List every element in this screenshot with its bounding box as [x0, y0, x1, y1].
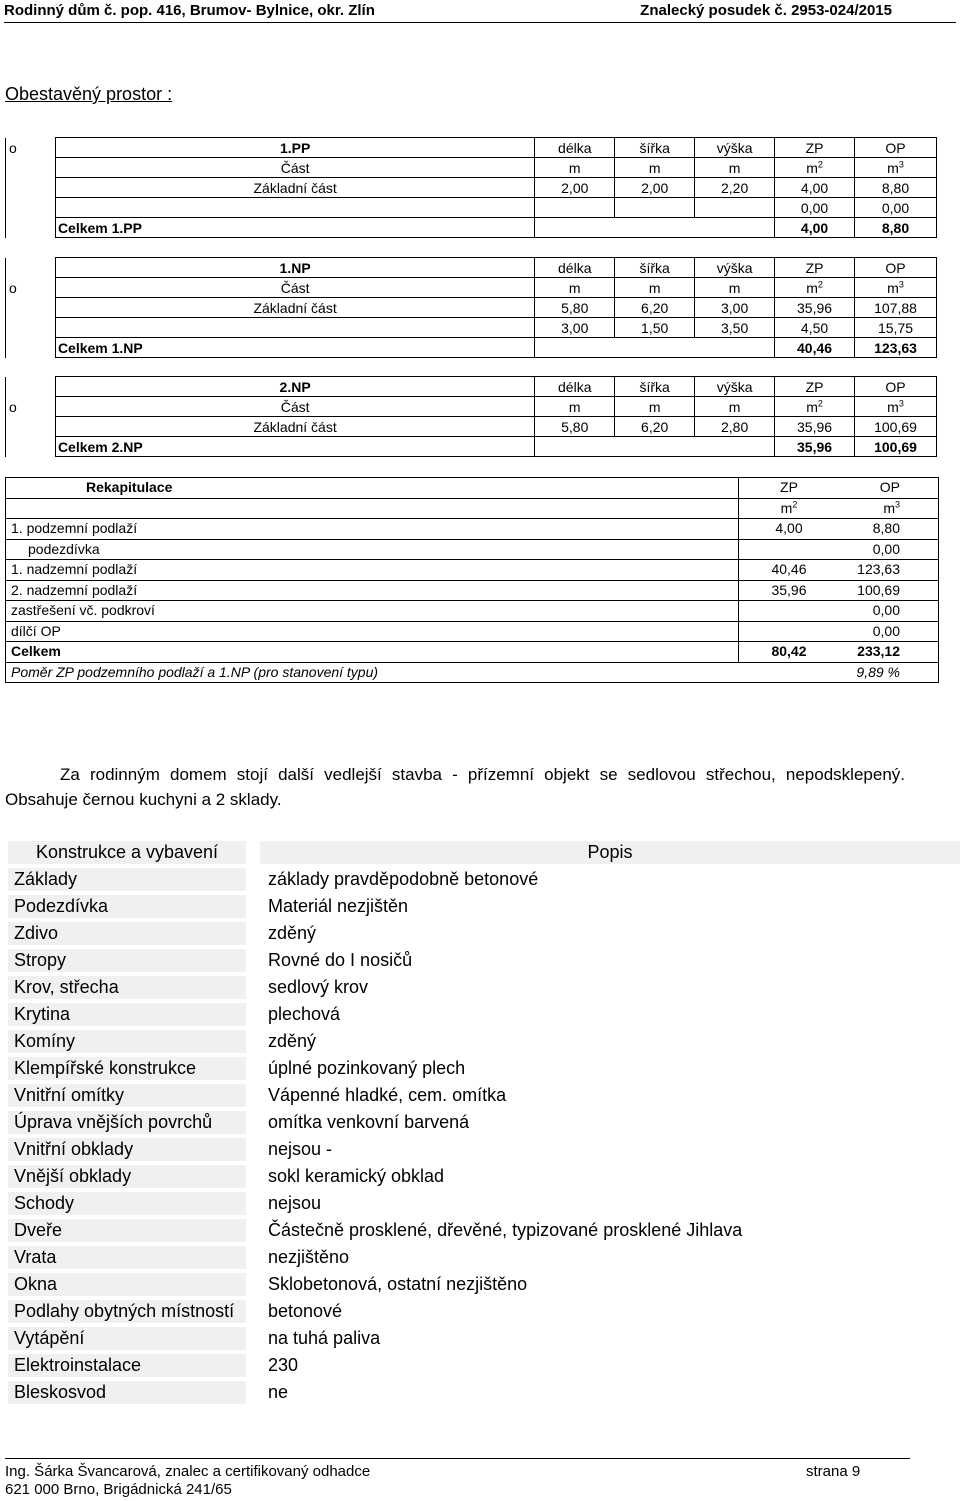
- construction-row: [8, 1273, 960, 1296]
- value-cell: 3,00: [535, 318, 615, 338]
- construction-value: nezjištěno: [268, 1247, 350, 1267]
- floor-marker: [6, 178, 56, 198]
- recap-row: [6, 519, 938, 540]
- floor-marker: o: [6, 278, 56, 298]
- unit-superscript: 3: [898, 397, 904, 408]
- construction-value: ne: [268, 1382, 289, 1402]
- construction-key: Krov, střecha: [8, 976, 246, 999]
- construction-value: plechová: [268, 1004, 341, 1024]
- value-cell: 6,20: [615, 417, 695, 437]
- total-zp: 35,96: [775, 437, 855, 457]
- col-header: ZP: [775, 138, 855, 158]
- recap-op: 9,89 %: [856, 663, 900, 680]
- recap-op: 123,63: [857, 561, 900, 577]
- construction-row: [8, 1192, 960, 1215]
- part-label: Část: [55, 397, 534, 417]
- construction-value: zděný: [268, 923, 317, 943]
- recap-label: Poměr ZP podzemního podlaží a 1.NP (pro stanovení typu): [11, 663, 379, 680]
- construction-row: [8, 1354, 960, 1377]
- recap-label: 1. nadzemní podlaží: [11, 561, 138, 577]
- value-cell: 0,00: [775, 198, 855, 218]
- footer-address: 621 000 Brno, Brigádnická 241/65: [5, 1481, 232, 1498]
- header-left: Rodinný dům č. pop. 416, Brumov- Bylnice, okr. Zlín: [4, 2, 375, 19]
- recap-label: 1. podzemní podlaží: [11, 520, 138, 536]
- construction-table: [8, 841, 960, 1408]
- construction-key: Vnější obklady: [8, 1165, 246, 1188]
- recap-label: zastřešení vč. podkroví: [11, 602, 155, 618]
- value-cell: 8,80: [855, 178, 937, 198]
- floor-marker: [6, 158, 56, 178]
- floor-name: 1.PP: [55, 138, 534, 158]
- value-cell: 4,50: [775, 318, 855, 338]
- floor-marker: [6, 377, 56, 397]
- construction-value: omítka venkovní barvená: [268, 1112, 470, 1132]
- footer-rule: [5, 1458, 910, 1459]
- col-header: ZP: [775, 377, 855, 397]
- row-label: Základní část: [55, 298, 534, 318]
- recap-zp: [738, 663, 838, 683]
- recap-zp: $m^2$: [738, 499, 839, 519]
- footer-page-number: strana 9: [806, 1463, 861, 1480]
- recap-table: [5, 477, 939, 683]
- construction-key: Vytápění: [8, 1327, 246, 1350]
- construction-row: [8, 1030, 960, 1053]
- total-op: 123,63: [855, 338, 937, 358]
- floor-marker: o: [6, 138, 56, 158]
- construction-row: [8, 868, 960, 891]
- unit-cell: m: [615, 397, 695, 417]
- construction-key: Stropy: [8, 949, 246, 972]
- floor-marker: [6, 417, 56, 437]
- total-blank: [535, 338, 775, 358]
- unit-superscript: 3: [898, 278, 904, 289]
- total-zp: 40,46: [775, 338, 855, 358]
- value-cell: 2,80: [695, 417, 775, 437]
- construction-row: [8, 1165, 960, 1188]
- construction-row: [8, 949, 960, 972]
- row-label: Základní část: [55, 417, 534, 437]
- construction-header: [8, 841, 960, 864]
- recap-row: [6, 622, 938, 643]
- value-cell: 100,69: [855, 417, 937, 437]
- page-header: [4, 0, 956, 23]
- unit-cell: m: [615, 278, 695, 298]
- floor-table-1pp: [5, 137, 937, 238]
- construction-value: zděný: [268, 1031, 317, 1051]
- unit-cell: m: [535, 158, 615, 178]
- value-cell: 2,00: [535, 178, 615, 198]
- value-cell: 15,75: [855, 318, 937, 338]
- recap-zp: 80,42: [738, 642, 839, 662]
- construction-key: Schody: [8, 1192, 246, 1215]
- unit-superscript: 2: [792, 498, 798, 509]
- construction-value: Sklobetonová, ostatní nezjištěno: [268, 1274, 528, 1294]
- construction-key: Podlahy obytných místností: [8, 1300, 246, 1323]
- floor-marker: [6, 218, 56, 238]
- col-header: výška: [695, 377, 775, 397]
- floor-name: 2.NP: [55, 377, 534, 397]
- construction-key: Klempířské konstrukce: [8, 1057, 246, 1080]
- row-label: Základní část: [55, 178, 534, 198]
- construction-key: Bleskosvod: [8, 1381, 246, 1404]
- total-blank: [535, 437, 775, 457]
- col-header: OP: [855, 258, 937, 278]
- floor-marker: [6, 258, 56, 278]
- construction-value: Částečně prosklené, dřevěné, typizované prosklené Jihlava: [268, 1220, 743, 1240]
- unit-superscript: 2: [817, 278, 823, 289]
- construction-value: sedlový krov: [268, 977, 369, 997]
- total-blank: [535, 218, 775, 238]
- unit-cell: m: [695, 278, 775, 298]
- construction-row: [8, 1111, 960, 1134]
- recap-op: 8,80: [872, 520, 900, 536]
- unit-cell: $m^3$: [855, 158, 937, 178]
- value-cell: 0,00: [855, 198, 937, 218]
- recap-label: podezdívka: [28, 540, 100, 557]
- value-cell: 2,00: [615, 178, 695, 198]
- value-cell: 2,20: [695, 178, 775, 198]
- value-cell: 3,00: [695, 298, 775, 318]
- total-zp: 4,00: [775, 218, 855, 238]
- row-label: [55, 318, 534, 338]
- recap-ratio: [6, 663, 938, 683]
- construction-key: Komíny: [8, 1030, 246, 1053]
- construction-value: základy pravděpodobně betonové: [268, 869, 539, 889]
- header-right: Znalecký posudek č. 2953-024/2015: [640, 2, 892, 19]
- construction-value: na tuhá paliva: [268, 1328, 381, 1348]
- unit-cell: m: [615, 158, 695, 178]
- floor-marker: [6, 318, 56, 338]
- construction-key: Podezdívka: [8, 895, 246, 918]
- construction-header-value: Popis: [260, 841, 960, 864]
- value-cell: [535, 198, 615, 218]
- value-cell: [615, 198, 695, 218]
- construction-value: sokl keramický obklad: [268, 1166, 445, 1186]
- construction-key: Zdivo: [8, 922, 246, 945]
- construction-value: úplné pozinkovaný plech: [268, 1058, 466, 1078]
- col-header: OP: [855, 377, 937, 397]
- unit-cell: $m^3$: [855, 397, 937, 417]
- value-cell: 4,00: [775, 178, 855, 198]
- col-header: šířka: [615, 138, 695, 158]
- footer-author: Ing. Šárka Švancarová, znalec a certifikovaný odhadce: [5, 1463, 371, 1480]
- construction-row: [8, 976, 960, 999]
- unit-cell: m: [535, 397, 615, 417]
- construction-row: [8, 895, 960, 918]
- construction-row: [8, 1381, 960, 1404]
- recap-op: 100,69: [857, 581, 900, 598]
- col-header: ZP: [775, 258, 855, 278]
- recap-row: [6, 601, 938, 622]
- construction-row: [8, 1003, 960, 1026]
- construction-row: [8, 922, 960, 945]
- unit-cell: m: [535, 278, 615, 298]
- col-header: OP: [855, 138, 937, 158]
- recap-units: [6, 499, 938, 520]
- recap-label: Rekapitulace: [86, 479, 173, 495]
- value-cell: [695, 198, 775, 218]
- unit-cell: m: [695, 397, 775, 417]
- floor-marker: [6, 298, 56, 318]
- construction-row: [8, 1057, 960, 1080]
- construction-row: [8, 1246, 960, 1269]
- total-op: 8,80: [855, 218, 937, 238]
- construction-row: [8, 1327, 960, 1350]
- construction-row: [8, 1219, 960, 1242]
- recap-row: [6, 560, 938, 581]
- description-paragraph: [5, 762, 905, 812]
- part-label: Část: [55, 158, 534, 178]
- unit-cell: m: [695, 158, 775, 178]
- value-cell: 1,50: [615, 318, 695, 338]
- recap-op: 0,00: [872, 540, 900, 557]
- construction-value: nejsou -: [268, 1139, 333, 1159]
- construction-row: [8, 1138, 960, 1161]
- value-cell: 107,88: [855, 298, 937, 318]
- construction-value: Materiál nezjištěn: [268, 896, 409, 916]
- floor-marker: [6, 338, 56, 358]
- col-header: šířka: [615, 377, 695, 397]
- floor-marker: o: [6, 397, 56, 417]
- construction-key: Elektroinstalace: [8, 1354, 246, 1377]
- paragraph-text: Za rodinným domem stojí další vedlejší stavba - přízemní objekt se sedlovou střechou, nepodsklepený. Obsahuje černou kuchyni a 2 sklady.: [5, 765, 905, 809]
- floor-table-1np: [5, 257, 937, 358]
- value-cell: 35,96: [775, 298, 855, 318]
- col-header: délka: [535, 258, 615, 278]
- construction-key: Vrata: [8, 1246, 246, 1269]
- recap-zp: 40,46: [738, 560, 839, 580]
- recap-label: Celkem: [11, 643, 61, 659]
- floor-table-2np: [5, 376, 937, 457]
- recap-zp: [738, 601, 839, 621]
- unit-cell: $m^3$: [855, 278, 937, 298]
- construction-value: 230: [268, 1355, 299, 1375]
- construction-row: [8, 1084, 960, 1107]
- unit-superscript: 3: [894, 498, 900, 509]
- total-op: 100,69: [855, 437, 937, 457]
- recap-zp: 4,00: [738, 519, 839, 539]
- recap-label: dílčí OP: [11, 622, 61, 639]
- value-cell: 5,80: [535, 298, 615, 318]
- construction-key: Krytina: [8, 1003, 246, 1026]
- col-header: délka: [535, 138, 615, 158]
- value-cell: 5,80: [535, 417, 615, 437]
- construction-value: Rovné do I nosičů: [268, 950, 413, 970]
- recap-zp: [738, 622, 839, 642]
- recap-op: 0,00: [872, 602, 900, 618]
- construction-header-key: Konstrukce a vybavení: [8, 841, 246, 864]
- recap-header: [6, 478, 938, 499]
- unit-superscript: 2: [817, 397, 823, 408]
- total-label: Celkem 1.NP: [55, 338, 534, 358]
- recap-op: OP: [879, 479, 900, 495]
- construction-key: Vnitřní omítky: [8, 1084, 246, 1107]
- value-cell: 35,96: [775, 417, 855, 437]
- recap-row: [6, 540, 938, 561]
- section-title: Obestavěný prostor :: [5, 84, 173, 104]
- construction-value: nejsou: [268, 1193, 322, 1213]
- floor-marker: [6, 198, 56, 218]
- floor-marker: [6, 437, 56, 457]
- recap-op: 0,00: [872, 622, 900, 639]
- unit-cell: $m^2$: [775, 397, 855, 417]
- total-label: Celkem 2.NP: [55, 437, 534, 457]
- recap-op: $m^3$: [883, 498, 900, 516]
- recap-zp: 35,96: [738, 581, 839, 601]
- unit-superscript: 3: [898, 158, 904, 169]
- recap-row: [6, 581, 938, 602]
- recap-zp: ZP: [738, 478, 839, 498]
- unit-cell: $m^2$: [775, 278, 855, 298]
- part-label: Část: [55, 278, 534, 298]
- construction-key: Úprava vnějších povrchů: [8, 1111, 246, 1134]
- unit-cell: $m^2$: [775, 158, 855, 178]
- col-header: šířka: [615, 258, 695, 278]
- total-label: Celkem 1.PP: [55, 218, 534, 238]
- recap-op: 233,12: [857, 643, 900, 659]
- construction-key: Základy: [8, 868, 246, 891]
- value-cell: 6,20: [615, 298, 695, 318]
- construction-key: Vnitřní obklady: [8, 1138, 246, 1161]
- recap-zp: [738, 540, 839, 560]
- construction-value: betonové: [268, 1301, 343, 1321]
- floor-name: 1.NP: [55, 258, 534, 278]
- construction-key: Dveře: [8, 1219, 246, 1242]
- construction-key: Okna: [8, 1273, 246, 1296]
- row-label: [55, 198, 534, 218]
- col-header: výška: [695, 138, 775, 158]
- recap-label: 2. nadzemní podlaží: [11, 581, 138, 598]
- recap-total: [6, 642, 938, 663]
- construction-row: [8, 1300, 960, 1323]
- col-header: délka: [535, 377, 615, 397]
- col-header: výška: [695, 258, 775, 278]
- construction-value: Vápenné hladké, cem. omítka: [268, 1085, 507, 1105]
- unit-superscript: 2: [817, 158, 823, 169]
- value-cell: 3,50: [695, 318, 775, 338]
